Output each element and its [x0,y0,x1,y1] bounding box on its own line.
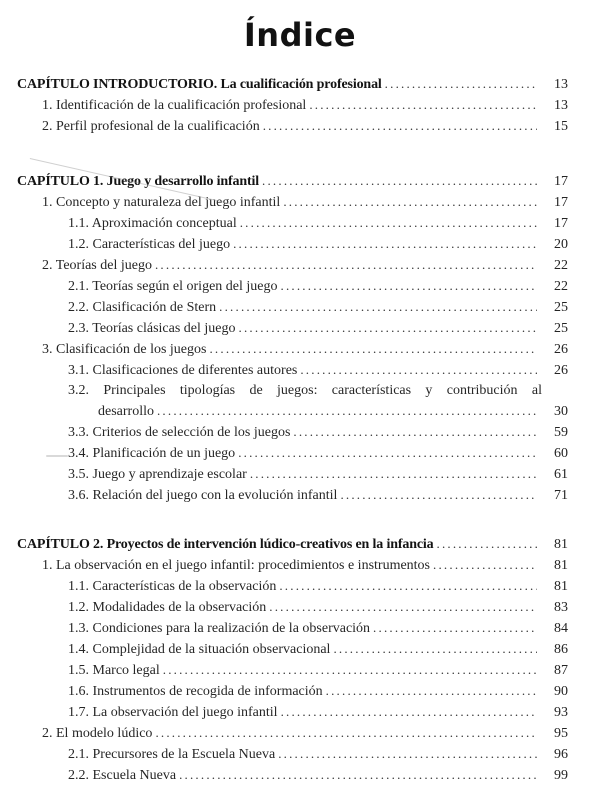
page-number: 71 [554,488,568,503]
toc-section [17,171,568,506]
dot-leader [373,618,537,638]
toc-row [17,443,568,464]
page-number: 81 [554,537,568,552]
entry-text: 3.5. Juego y aprendizaje escolar [68,467,247,482]
toc-row [17,681,568,702]
page-number: 90 [554,684,568,699]
entry-text: 1.5. Marco legal [68,663,160,678]
toc-row [17,318,568,339]
page-number: 61 [554,467,568,482]
entry-text: 2.1. Teorías según el origen del juego [68,279,278,294]
toc-row [17,276,568,297]
page-number: 15 [554,119,568,134]
toc-row [17,555,568,576]
chapter-heading-text: CAPÍTULO 1. Juego y desarrollo infantil [17,174,260,189]
toc-row [17,234,568,255]
entry-text: 2.2. Escuela Nueva [68,768,177,783]
toc-row [17,360,568,381]
dot-leader [219,297,537,317]
toc-row [17,422,568,443]
dot-leader [281,276,538,296]
entry-text: 1.2. Modalidades de la observación [68,600,267,615]
toc-row [17,297,568,318]
toc-row [17,618,568,639]
dot-leader [340,485,537,505]
entry-text: 3.1. Clasificaciones de diferentes autores [68,363,298,378]
section-entries [17,555,568,786]
dot-leader [333,639,537,659]
entry-text: 1.2. Características del juego [68,237,231,252]
page-number: 96 [554,747,568,762]
toc-section [17,534,568,786]
entry-text: 3.6. Relación del juego con la evolución infantil [68,488,338,503]
page-number: 87 [554,663,568,678]
toc-row-continuation [17,401,568,422]
toc-section [17,74,568,137]
dot-leader [433,555,537,575]
page-number: 25 [554,321,568,336]
toc-row [17,639,568,660]
toc-row [17,192,568,213]
scan-artifact-smudge [46,455,68,457]
page-number: 99 [554,768,568,783]
dot-leader [157,401,537,421]
entry-text: 1. Concepto y naturaleza del juego infantil [42,195,281,210]
toc-row [17,464,568,485]
dot-leader [262,171,537,191]
page-number: 30 [554,404,568,419]
toc-row [17,765,568,786]
entry-text: 1.1. Características de la observación [68,579,277,594]
toc-row [17,702,568,723]
dot-leader [155,255,537,275]
toc-row [17,213,568,234]
page-number: 22 [554,279,568,294]
entry-text: 3.3. Criterios de selección de los juegos [68,425,291,440]
entry-text: desarrollo [98,404,154,419]
page-number: 86 [554,642,568,657]
dot-leader [233,234,537,254]
dot-leader [309,95,537,115]
dot-leader [269,597,537,617]
toc-row [17,660,568,681]
page-number: 84 [554,621,568,636]
section-entries [17,95,568,137]
page-number: 22 [554,258,568,273]
toc-row [17,95,568,116]
entry-text: 2.2. Clasificación de Stern [68,300,217,315]
entry-text: 2. El modelo lúdico [42,726,153,741]
page-number: 13 [554,98,568,113]
entry-text: 2. Teorías del juego [42,258,152,273]
page-number: 83 [554,600,568,615]
toc-row [17,339,568,360]
page-number: 81 [554,579,568,594]
dot-leader [209,339,537,359]
entry-text: 3.4. Planificación de un juego [68,446,236,461]
dot-leader [155,723,537,743]
dot-leader [179,765,537,785]
toc-row [17,576,568,597]
section-entries [17,192,568,506]
dot-leader [283,192,537,212]
scanned-toc-page [0,16,600,812]
entry-text: 1. Identificación de la cualificación profesional [42,98,307,113]
dot-leader [437,534,538,554]
dot-leader [300,360,537,380]
page-number: 26 [554,342,568,357]
dot-leader [278,744,537,764]
entry-text: 1.1. Aproximación conceptual [68,216,237,231]
dot-leader [163,660,537,680]
entry-text: 2. Perfil profesional de la cualificación [42,119,260,134]
dot-leader [238,443,537,463]
chapter-heading-text: CAPÍTULO INTRODUCTORIO. La cualificación profesional [17,77,382,92]
dot-leader [279,576,537,596]
table-of-contents [17,74,568,786]
entry-text: 2.3. Teorías clásicas del juego [68,321,236,336]
entry-text: 3.2. Principales tipologías de juegos: características y contribución al [68,383,542,398]
page-number: 59 [554,425,568,440]
page-number: 81 [554,558,568,573]
entry-text: 1.7. La observación del juego infantil [68,705,278,720]
dot-leader [239,318,538,338]
page-title: Índice [243,16,357,54]
toc-row [17,485,568,506]
page-number: 93 [554,705,568,720]
dot-leader [240,213,537,233]
dot-leader [250,464,537,484]
entry-text: 3. Clasificación de los juegos [42,342,207,357]
page-number: 17 [554,174,568,189]
entry-text: 2.1. Precursores de la Escuela Nueva [68,747,276,762]
page-number: 60 [554,446,568,461]
entry-text: 1. La observación en el juego infantil: procedimientos e instrumentos [42,558,431,573]
page-number: 17 [554,195,568,210]
toc-row [17,597,568,618]
entry-text: 1.4. Complejidad de la situación observacional [68,642,331,657]
dot-leader [326,681,537,701]
page-number: 20 [554,237,568,252]
page-number: 25 [554,300,568,315]
chapter-heading-row [17,534,568,555]
page-number: 95 [554,726,568,741]
dot-leader [263,116,537,136]
entry-text: 1.3. Condiciones para la realización de la observación [68,621,371,636]
dot-leader [385,74,537,94]
page-number: 26 [554,363,568,378]
toc-row [17,381,568,401]
toc-row [17,116,568,137]
entry-text: 1.6. Instrumentos de recogida de información [68,684,323,699]
toc-row [17,255,568,276]
chapter-heading-row [17,74,568,95]
toc-row [17,723,568,744]
dot-leader [281,702,537,722]
dot-leader [293,422,537,442]
chapter-heading-text: CAPÍTULO 2. Proyectos de intervención lúdico-creativos en la infancia [17,537,434,552]
page-number: 17 [554,216,568,231]
toc-row [17,744,568,765]
page-number: 13 [554,77,568,92]
